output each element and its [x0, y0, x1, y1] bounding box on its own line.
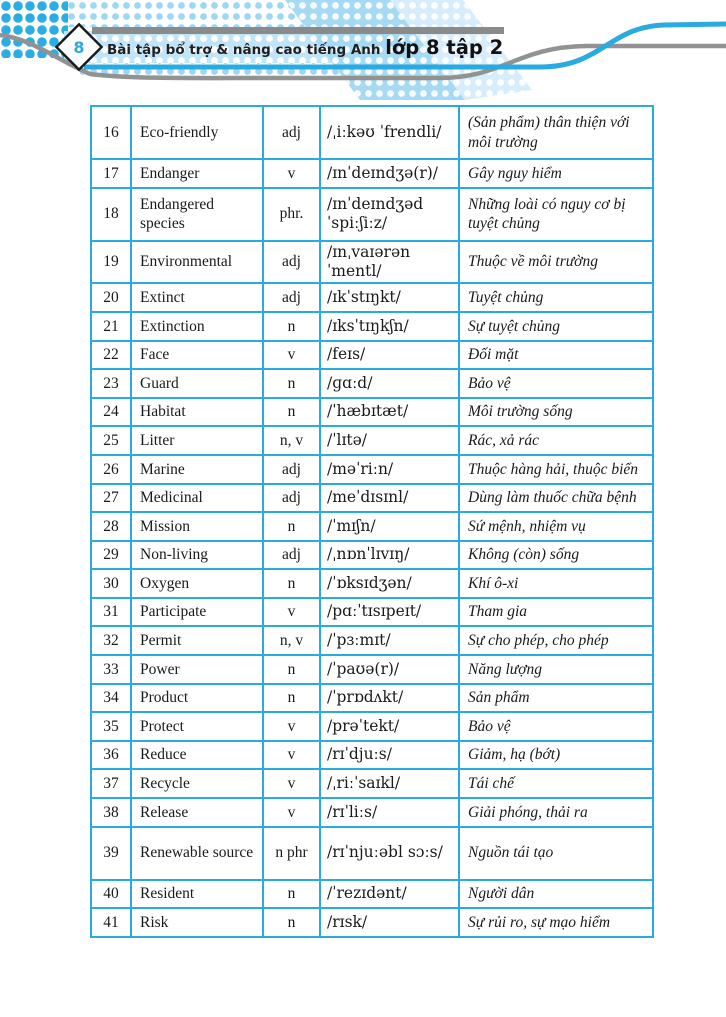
table-row [91, 106, 653, 159]
cell-meaning: Thuộc hàng hải, thuộc biển [459, 455, 653, 484]
cell-meaning: Thuộc về môi trường [459, 241, 653, 284]
gray-bar [92, 27, 504, 34]
cell-number: 21 [91, 312, 131, 341]
table-row [91, 484, 653, 513]
cell-word: Product [131, 684, 263, 713]
cell-meaning: Sự tuyệt chủng [459, 312, 653, 341]
cell-meaning: Năng lượng [459, 655, 653, 684]
cell-meaning: Sự rủi ro, sự mạo hiểm [459, 908, 653, 937]
cell-word: Eco-friendly [131, 106, 263, 159]
cell-pronunciation: /ˈɒksɪdʒən/ [320, 569, 459, 598]
cell-meaning: Gây nguy hiểm [459, 159, 653, 188]
cell-word: Participate [131, 598, 263, 627]
cell-part-of-speech: n [263, 569, 320, 598]
cell-pronunciation: /ɪksˈtɪŋkʃn/ [320, 312, 459, 341]
cell-pronunciation: /rɪˈnjuːəbl sɔːs/ [320, 827, 459, 880]
cell-word: Medicinal [131, 484, 263, 513]
cell-pronunciation: /ˈprɒdʌkt/ [320, 684, 459, 713]
cell-word: Protect [131, 712, 263, 741]
cell-pronunciation: /ˈrezɪdənt/ [320, 880, 459, 909]
cell-meaning: (Sản phẩm) thân thiện với môi trường [459, 106, 653, 159]
cell-meaning: Không (còn) sống [459, 541, 653, 570]
cell-part-of-speech: v [263, 769, 320, 798]
table-row [91, 712, 653, 741]
cell-pronunciation: /ˈhæbɪtæt/ [320, 398, 459, 427]
table-row [91, 159, 653, 188]
cell-word: Risk [131, 908, 263, 937]
table-row [91, 880, 653, 909]
cell-pronunciation: /rɪsk/ [320, 908, 459, 937]
cell-part-of-speech: n [263, 908, 320, 937]
cell-part-of-speech: adj [263, 106, 320, 159]
cell-word: Renewable source [131, 827, 263, 880]
cell-number: 41 [91, 908, 131, 937]
cell-part-of-speech: v [263, 712, 320, 741]
table-row [91, 827, 653, 880]
cell-meaning: Sản phẩm [459, 684, 653, 713]
table-row [91, 684, 653, 713]
page-title-prefix: Bài tập bổ trợ & nâng cao tiếng Anh [107, 42, 386, 58]
cell-meaning: Người dân [459, 880, 653, 909]
cell-part-of-speech: phr. [263, 188, 320, 241]
cell-number: 40 [91, 880, 131, 909]
cell-word: Extinction [131, 312, 263, 341]
cell-part-of-speech: v [263, 741, 320, 770]
table-row [91, 512, 653, 541]
cell-meaning: Sứ mệnh, nhiệm vụ [459, 512, 653, 541]
cell-pronunciation: /ˈlɪtə/ [320, 426, 459, 455]
cell-number: 35 [91, 712, 131, 741]
cell-meaning: Môi trường sống [459, 398, 653, 427]
cell-part-of-speech: adj [263, 241, 320, 284]
cell-number: 32 [91, 626, 131, 655]
cell-word: Permit [131, 626, 263, 655]
cell-part-of-speech: adj [263, 283, 320, 312]
cell-meaning: Khí ô-xi [459, 569, 653, 598]
cell-number: 31 [91, 598, 131, 627]
cell-number: 25 [91, 426, 131, 455]
cell-meaning: Dùng làm thuốc chữa bệnh [459, 484, 653, 513]
cell-pronunciation: /prəˈtekt/ [320, 712, 459, 741]
cell-number: 38 [91, 798, 131, 827]
cell-pronunciation: /ˈmɪʃn/ [320, 512, 459, 541]
cell-word: Extinct [131, 283, 263, 312]
cell-part-of-speech: adj [263, 484, 320, 513]
table-row [91, 341, 653, 370]
cell-meaning: Bảo vệ [459, 369, 653, 398]
cell-number: 28 [91, 512, 131, 541]
cell-word: Face [131, 341, 263, 370]
cell-word: Marine [131, 455, 263, 484]
table-row [91, 455, 653, 484]
cell-number: 37 [91, 769, 131, 798]
cell-meaning: Rác, xả rác [459, 426, 653, 455]
table-row [91, 741, 653, 770]
table-row [91, 188, 653, 241]
cell-meaning: Bảo vệ [459, 712, 653, 741]
cell-part-of-speech: v [263, 341, 320, 370]
cell-number: 36 [91, 741, 131, 770]
cell-pronunciation: /ˈpɜːmɪt/ [320, 626, 459, 655]
cell-word: Endanger [131, 159, 263, 188]
cell-word: Habitat [131, 398, 263, 427]
vocab-table-container [90, 105, 654, 938]
cell-pronunciation: /pɑːˈtɪsɪpeɪt/ [320, 598, 459, 627]
cell-meaning: Tham gia [459, 598, 653, 627]
cell-number: 27 [91, 484, 131, 513]
cell-part-of-speech: n, v [263, 426, 320, 455]
table-row [91, 769, 653, 798]
page-title-suffix: lớp 8 tập 2 [385, 36, 504, 59]
table-row [91, 626, 653, 655]
cell-pronunciation: /rɪˈliːs/ [320, 798, 459, 827]
cell-word: Resident [131, 880, 263, 909]
cell-pronunciation: /ˌiːkəʊ ˈfrendli/ [320, 106, 459, 159]
cell-number: 17 [91, 159, 131, 188]
cell-word: Recycle [131, 769, 263, 798]
table-row [91, 369, 653, 398]
cell-word: Oxygen [131, 569, 263, 598]
cell-part-of-speech: n [263, 512, 320, 541]
cell-word: Reduce [131, 741, 263, 770]
cell-pronunciation: /ɪkˈstɪŋkt/ [320, 283, 459, 312]
cell-pronunciation: /ˌriːˈsaɪkl/ [320, 769, 459, 798]
cell-part-of-speech: n [263, 369, 320, 398]
table-row [91, 655, 653, 684]
cell-pronunciation: /ɡɑːd/ [320, 369, 459, 398]
cell-number: 19 [91, 241, 131, 284]
cell-part-of-speech: n [263, 312, 320, 341]
cell-pronunciation: /ɪnˌvaɪərənˈmentl/ [320, 241, 459, 284]
cell-meaning: Đối mặt [459, 341, 653, 370]
cell-part-of-speech: n [263, 880, 320, 909]
cell-word: Mission [131, 512, 263, 541]
cell-meaning: Tuyệt chủng [459, 283, 653, 312]
table-row [91, 598, 653, 627]
cell-number: 22 [91, 341, 131, 370]
cell-pronunciation: /ˌnɒnˈlɪvɪŋ/ [320, 541, 459, 570]
table-row [91, 798, 653, 827]
cell-part-of-speech: adj [263, 455, 320, 484]
table-row [91, 398, 653, 427]
cell-word: Litter [131, 426, 263, 455]
cell-pronunciation: /ˈpaʊə(r)/ [320, 655, 459, 684]
cell-number: 29 [91, 541, 131, 570]
header-decoration [0, 0, 726, 118]
cell-number: 20 [91, 283, 131, 312]
table-row [91, 312, 653, 341]
cell-word: Environmental [131, 241, 263, 284]
cell-meaning: Giảm, hạ (bớt) [459, 741, 653, 770]
cell-number: 39 [91, 827, 131, 880]
cell-meaning: Giải phóng, thải ra [459, 798, 653, 827]
cell-word: Release [131, 798, 263, 827]
table-row [91, 283, 653, 312]
cell-word: Power [131, 655, 263, 684]
cell-part-of-speech: n [263, 655, 320, 684]
cell-number: 24 [91, 398, 131, 427]
cell-number: 18 [91, 188, 131, 241]
cell-number: 34 [91, 684, 131, 713]
cell-word: Guard [131, 369, 263, 398]
cell-number: 26 [91, 455, 131, 484]
table-row [91, 541, 653, 570]
table-row [91, 569, 653, 598]
cell-word: Non-living [131, 541, 263, 570]
cell-pronunciation: /feɪs/ [320, 341, 459, 370]
cell-pronunciation: /meˈdɪsɪnl/ [320, 484, 459, 513]
cell-pronunciation: /ɪnˈdeɪndʒəd ˈspiːʃiːz/ [320, 188, 459, 241]
page-number: 8 [73, 38, 85, 57]
cell-meaning: Tái chế [459, 769, 653, 798]
cell-pronunciation: /rɪˈdjuːs/ [320, 741, 459, 770]
cell-part-of-speech: v [263, 598, 320, 627]
cell-pronunciation: /məˈriːn/ [320, 455, 459, 484]
cell-part-of-speech: adj [263, 541, 320, 570]
cell-part-of-speech: v [263, 159, 320, 188]
cell-pronunciation: /ɪnˈdeɪndʒə(r)/ [320, 159, 459, 188]
cell-number: 30 [91, 569, 131, 598]
cell-meaning: Nguồn tái tạo [459, 827, 653, 880]
cell-part-of-speech: v [263, 798, 320, 827]
cell-part-of-speech: n phr [263, 827, 320, 880]
table-row [91, 908, 653, 937]
table-row [91, 426, 653, 455]
cell-number: 33 [91, 655, 131, 684]
cell-part-of-speech: n [263, 398, 320, 427]
cell-word: Endangered species [131, 188, 263, 241]
cell-meaning: Những loài có nguy cơ bị tuyệt chủng [459, 188, 653, 241]
cell-number: 16 [91, 106, 131, 159]
cell-part-of-speech: n, v [263, 626, 320, 655]
cell-number: 23 [91, 369, 131, 398]
cell-part-of-speech: n [263, 684, 320, 713]
table-row [91, 241, 653, 284]
cell-meaning: Sự cho phép, cho phép [459, 626, 653, 655]
vocab-table [90, 105, 654, 938]
